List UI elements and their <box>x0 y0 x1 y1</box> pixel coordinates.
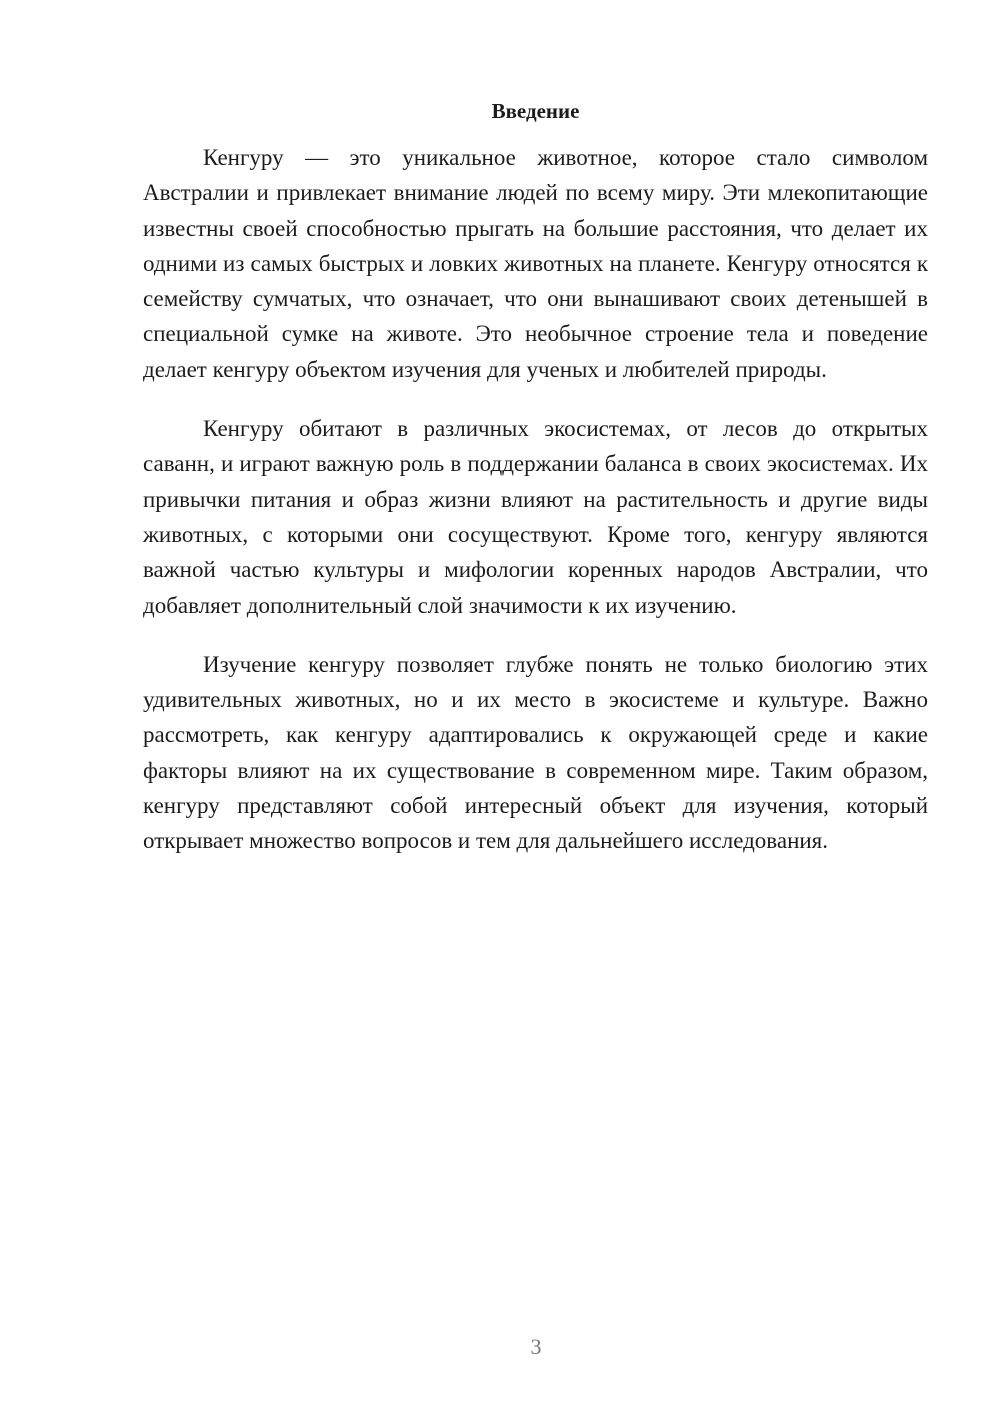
page-body <box>143 96 928 883</box>
paragraph-2: Кенгуру обитают в различных экосистемах, от лесов до открытых саванн, и играют важную роль в поддержании баланса в своих экосистемах. Их привычки питания и образ жизни влияют на растительность и другие виды животных, с которыми они сосуществуют. Кроме того, кенгуру являются важной частью культуры и мифологии коренных народов Австралии, что добавляет дополнительный слой значимости к их изучению. <box>143 416 928 618</box>
paragraph-1: Кенгуру — это уникальное животное, которое стало символом Австралии и привлекает внимание людей по всему миру. Эти млекопитающие известны своей способностью прыгать на большие расстояния, что делает их одними из самых быстрых и ловких животных на планете. Кенгуру относятся к семейству сумчатых, что означает, что они вынашивают своих детенышей в специальной сумке на животе. Это необычное строение тела и поведение делает кенгуру объектом изучения для ученых и любителей природы. <box>143 145 928 382</box>
paragraph-3: Изучение кенгуру позволяет глубже понять не только биологию этих удивительных животных, но и их место в экосистеме и культуре. Важно рассмотреть, как кенгуру адаптировались к окружающей среде и какие факторы влияют на их существование в современном мире. Таким образом, кенгуру представляют собой интересный объект для изучения, который открывает множество вопросов и тем для дальнейшего исследования. <box>143 651 928 854</box>
section-heading: Введение <box>491 99 580 123</box>
page-number: 3 <box>530 1334 542 1359</box>
